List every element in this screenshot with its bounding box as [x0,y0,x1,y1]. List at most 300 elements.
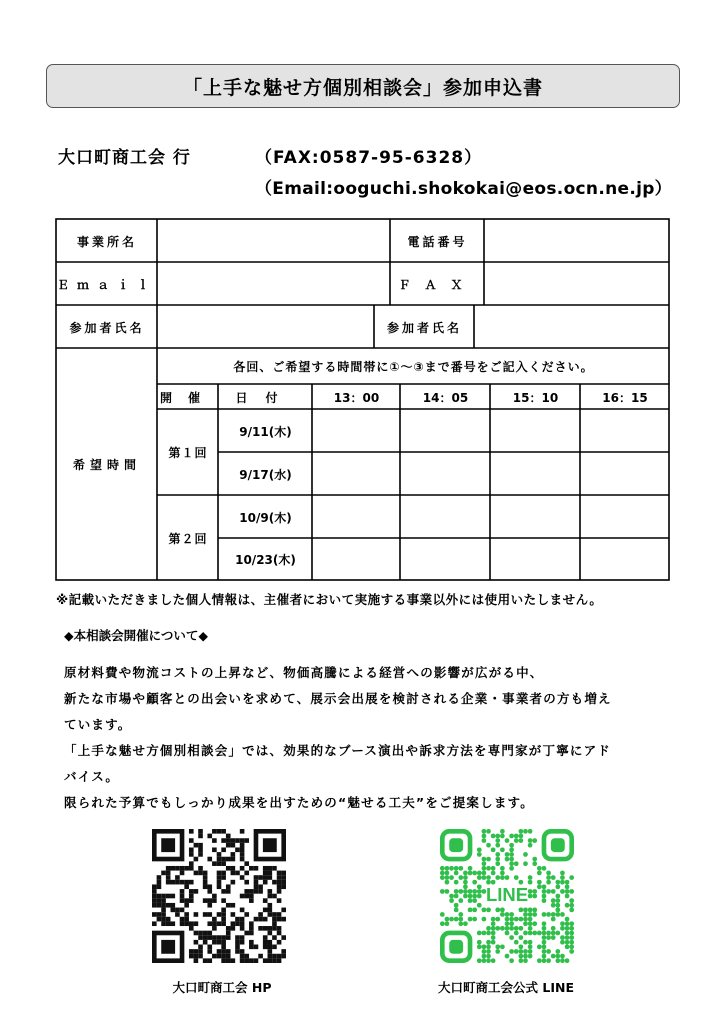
time-slot-input[interactable] [581,453,669,495]
qr-module [268,866,273,871]
qr-module [235,917,240,922]
qr-module [546,889,551,894]
qr-module [161,908,166,913]
qr-module [482,871,487,876]
qr-module [505,838,510,843]
qr-module [482,958,487,963]
qr-module [445,917,450,922]
qr-module [194,871,199,876]
qr-module [212,935,217,940]
about-text [64,660,674,816]
qr-module [523,829,528,834]
qr-module [221,829,226,834]
qr-module [560,926,565,931]
qr-module [240,857,245,862]
time-slot-input[interactable] [581,539,669,580]
qr-module [263,945,268,950]
qr-module [272,880,277,885]
qr-module [454,871,459,876]
qr-module [454,908,459,913]
qr-module [157,917,162,922]
qr-module [268,945,273,950]
time-slot-input[interactable] [491,496,580,538]
qr-module [500,834,505,839]
qr-module [537,871,542,876]
qr-module [281,908,286,913]
qr-module [449,866,454,871]
email-field[interactable] [158,263,389,305]
qr-module [268,903,273,908]
qr-module [556,954,561,959]
qr-module [551,903,556,908]
qr-module [254,880,259,885]
time-slot-input[interactable] [491,410,580,452]
session-2-label: 第２回 [168,531,208,546]
qr-module [240,921,245,926]
qr-module [500,871,505,876]
qr-module [542,940,547,945]
time-slot-input[interactable] [491,539,580,580]
qr-module [495,861,500,866]
qr-module [509,912,514,917]
qr-module [198,945,203,950]
qr-module [468,889,473,894]
qr-module [514,861,519,866]
qr-module [244,889,249,894]
qr-module [519,949,524,954]
qr-module [565,903,570,908]
date-label: 10/9(木) [239,510,292,525]
qr-module [268,926,273,931]
qr-module [560,880,565,885]
col-time-1300: 13：00 [333,390,380,405]
qr-module [565,889,570,894]
qr-module [458,889,463,894]
qr-module [482,931,487,936]
qr-module [184,898,189,903]
qr-module [449,875,454,880]
qr-module [244,894,249,899]
qr-module [482,908,487,913]
qr-module [281,954,286,959]
qr-module [170,880,175,885]
qr-module [170,921,175,926]
qr-module [505,875,510,880]
qr-module [217,935,222,940]
qr-module [198,847,203,852]
qr-module [458,917,463,922]
qr-module [505,912,510,917]
qr-module [281,880,286,885]
time-slot-input[interactable] [581,496,669,538]
about-line: バイス。 [64,769,120,784]
qr-module [458,921,463,926]
phone-field[interactable] [485,220,668,262]
qr-module [556,931,561,936]
date-label: 9/17(水) [239,467,292,482]
qr-module [486,875,491,880]
qr-module [477,903,482,908]
qr-module [551,912,556,917]
qr-module [240,940,245,945]
time-slot-input[interactable] [313,453,400,495]
qr-module [157,898,162,903]
qr-module [198,866,203,871]
qr-module [254,917,259,922]
qr-module [194,921,199,926]
qr-module [519,917,524,922]
qr-module [240,894,245,899]
qr-module [472,908,477,913]
qr-module [221,898,226,903]
qr-module [231,871,236,876]
qr-module [180,917,185,922]
qr-module [272,912,277,917]
qr-module [258,884,263,889]
qr-module [207,903,212,908]
qr-module [277,871,282,876]
hp-qr-caption: 大口町商工会 HP [172,980,272,995]
qr-module [463,894,468,899]
qr-module [482,861,487,866]
qr-module [505,917,510,922]
qr-module [445,871,450,876]
qr-module [569,926,574,931]
qr-module [486,954,491,959]
qr-module [212,921,217,926]
qr-module [189,880,194,885]
line-qr-code[interactable] [440,829,574,963]
qr-module [268,871,273,876]
qr-module [551,935,556,940]
qr-module [560,958,565,963]
qr-module [221,921,226,926]
qr-module [226,843,231,848]
qr-module [240,866,245,871]
qr-module [542,949,547,954]
time-slot-input[interactable] [401,453,490,495]
qr-module [189,847,194,852]
qr-module [556,958,561,963]
fax-label: ＦＡＸ [398,277,477,292]
qr-module [258,912,263,917]
time-slot-input[interactable] [401,496,490,538]
qr-module [207,834,212,839]
qr-module [268,949,273,954]
qr-module [207,958,212,963]
qr-module [560,889,565,894]
session-1-label: 第１回 [168,446,208,460]
qr-module [482,857,487,862]
qr-module [523,861,528,866]
qr-module [166,921,171,926]
qr-module [221,871,226,876]
qr-module [166,894,171,899]
qr-module [226,889,231,894]
participant1-field[interactable] [158,306,373,348]
qr-module [565,958,570,963]
qr-module [569,898,574,903]
qr-module [560,912,565,917]
time-slot-input[interactable] [581,410,669,452]
qr-module [249,931,254,936]
time-slot-input[interactable] [313,410,400,452]
qr-module [189,861,194,866]
qr-finder-center [449,940,463,954]
qr-module [240,852,245,857]
qr-module [514,917,519,922]
qr-module [263,935,268,940]
time-slot-input[interactable] [313,539,400,580]
qr-module [509,917,514,922]
qr-module [495,857,500,862]
qr-module [203,898,208,903]
qr-module [221,940,226,945]
qr-module [198,954,203,959]
qr-module [226,857,231,862]
qr-module [505,931,510,936]
qr-module [258,889,263,894]
qr-module [500,926,505,931]
qr-module [523,908,528,913]
qr-module [509,935,514,940]
qr-module [463,889,468,894]
time-slot-input[interactable] [401,410,490,452]
qr-module [226,926,231,931]
qr-module [482,945,487,950]
qr-module [180,894,185,899]
qr-module [486,940,491,945]
date-label: 9/11(木) [239,424,292,439]
qr-module [477,940,482,945]
office-name-field[interactable] [158,220,389,262]
qr-module [272,958,277,963]
qr-module [445,889,450,894]
qr-module [532,931,537,936]
qr-module [212,898,217,903]
qr-module [217,871,222,876]
qr-module [221,917,226,922]
qr-module [505,921,510,926]
qr-module [189,889,194,894]
qr-module [207,912,212,917]
qr-module [482,875,487,880]
qr-module [565,884,570,889]
qr-module [491,921,496,926]
qr-module [198,852,203,857]
qr-module [528,949,533,954]
qr-module [509,834,514,839]
qr-module [542,866,547,871]
qr-module [166,871,171,876]
qr-module [523,931,528,936]
qr-module [180,889,185,894]
qr-module [523,921,528,926]
qr-module [556,908,561,913]
qr-module [166,875,171,880]
qr-module [212,917,217,922]
qr-module [277,954,282,959]
qr-module [509,921,514,926]
qr-module [157,875,162,880]
qr-module [235,847,240,852]
qr-module [491,871,496,876]
qr-module [440,871,445,876]
qr-module [152,889,157,894]
qr-module [244,931,249,936]
qr-module [482,866,487,871]
qr-module [184,903,189,908]
qr-module [226,958,231,963]
qr-module [519,935,524,940]
qr-module [528,940,533,945]
qr-module [463,871,468,876]
qr-module [551,898,556,903]
time-slot-input[interactable] [401,539,490,580]
qr-module [217,857,222,862]
qr-module [207,889,212,894]
qr-module [235,940,240,945]
qr-module [217,912,222,917]
qr-module [194,949,199,954]
qr-module [569,908,574,913]
qr-module [244,954,249,959]
qr-module [491,940,496,945]
qr-module [565,945,570,950]
date-label: 10/23(木) [235,553,296,567]
qr-module [231,912,236,917]
qr-module [157,894,162,899]
participant2-label: 参加者氏名 [386,320,462,335]
qr-module [240,829,245,834]
qr-module [569,889,574,894]
qr-module [263,926,268,931]
qr-module [532,838,537,843]
qr-finder-center [263,838,277,852]
qr-module [486,857,491,862]
qr-module [235,838,240,843]
qr-module [528,912,533,917]
qr-module [254,889,259,894]
qr-module [491,866,496,871]
col-time-1615: 16：15 [602,390,648,405]
time-slot-input[interactable] [313,496,400,538]
qr-finder-center [449,838,463,852]
qr-module [560,954,565,959]
qr-module [509,949,514,954]
qr-module [440,889,445,894]
qr-module [217,861,222,866]
qr-module [184,884,189,889]
qr-module [281,949,286,954]
qr-module [272,945,277,950]
qr-module [495,945,500,950]
fax-field[interactable] [485,263,668,305]
qr-module [537,945,542,950]
qr-module [458,866,463,871]
qr-module [240,908,245,913]
qr-module [231,921,236,926]
qr-module [221,838,226,843]
time-slot-input[interactable] [491,453,580,495]
qr-module [277,931,282,936]
qr-module [240,843,245,848]
qr-module [258,926,263,931]
qr-module [268,954,273,959]
qr-module [514,838,519,843]
qr-module [170,866,175,871]
qr-module [440,875,445,880]
hp-qr-code[interactable] [152,829,286,963]
qr-module [231,866,236,871]
qr-module [454,880,459,885]
qr-module [528,889,533,894]
qr-module [207,921,212,926]
qr-module [226,949,231,954]
qr-module [226,935,231,940]
qr-module [514,875,519,880]
qr-module [240,935,245,940]
qr-module [180,871,185,876]
qr-module [281,875,286,880]
qr-module [482,829,487,834]
qr-module [194,931,199,936]
qr-module [537,880,542,885]
qr-module [500,912,505,917]
qr-module [537,931,542,936]
qr-module [175,866,180,871]
qr-module [240,926,245,931]
qr-module [523,940,528,945]
qr-module [532,861,537,866]
qr-module [180,866,185,871]
qr-module [454,866,459,871]
qr-module [449,894,454,899]
qr-module [440,912,445,917]
qr-module [445,880,450,885]
qr-module [244,861,249,866]
participant2-field[interactable] [475,306,668,348]
qr-module [551,875,556,880]
qr-module [272,921,277,926]
qr-module [546,875,551,880]
qr-module [537,866,542,871]
qr-module [189,866,194,871]
qr-module [551,931,556,936]
qr-module [523,954,528,959]
qr-module [263,958,268,963]
qr-module [477,958,482,963]
participant1-label: 参加者氏名 [69,320,145,335]
qr-module [519,954,524,959]
qr-module [495,875,500,880]
qr-module [249,894,254,899]
qr-module [221,954,226,959]
qr-module [509,861,514,866]
qr-module [203,884,208,889]
qr-module [226,954,231,959]
qr-module [268,912,273,917]
qr-module [194,857,199,862]
qr-module [537,958,542,963]
qr-module [258,875,263,880]
qr-module [203,935,208,940]
qr-module [546,912,551,917]
qr-module [565,921,570,926]
qr-module [240,847,245,852]
qr-module [546,931,551,936]
qr-module [184,917,189,922]
